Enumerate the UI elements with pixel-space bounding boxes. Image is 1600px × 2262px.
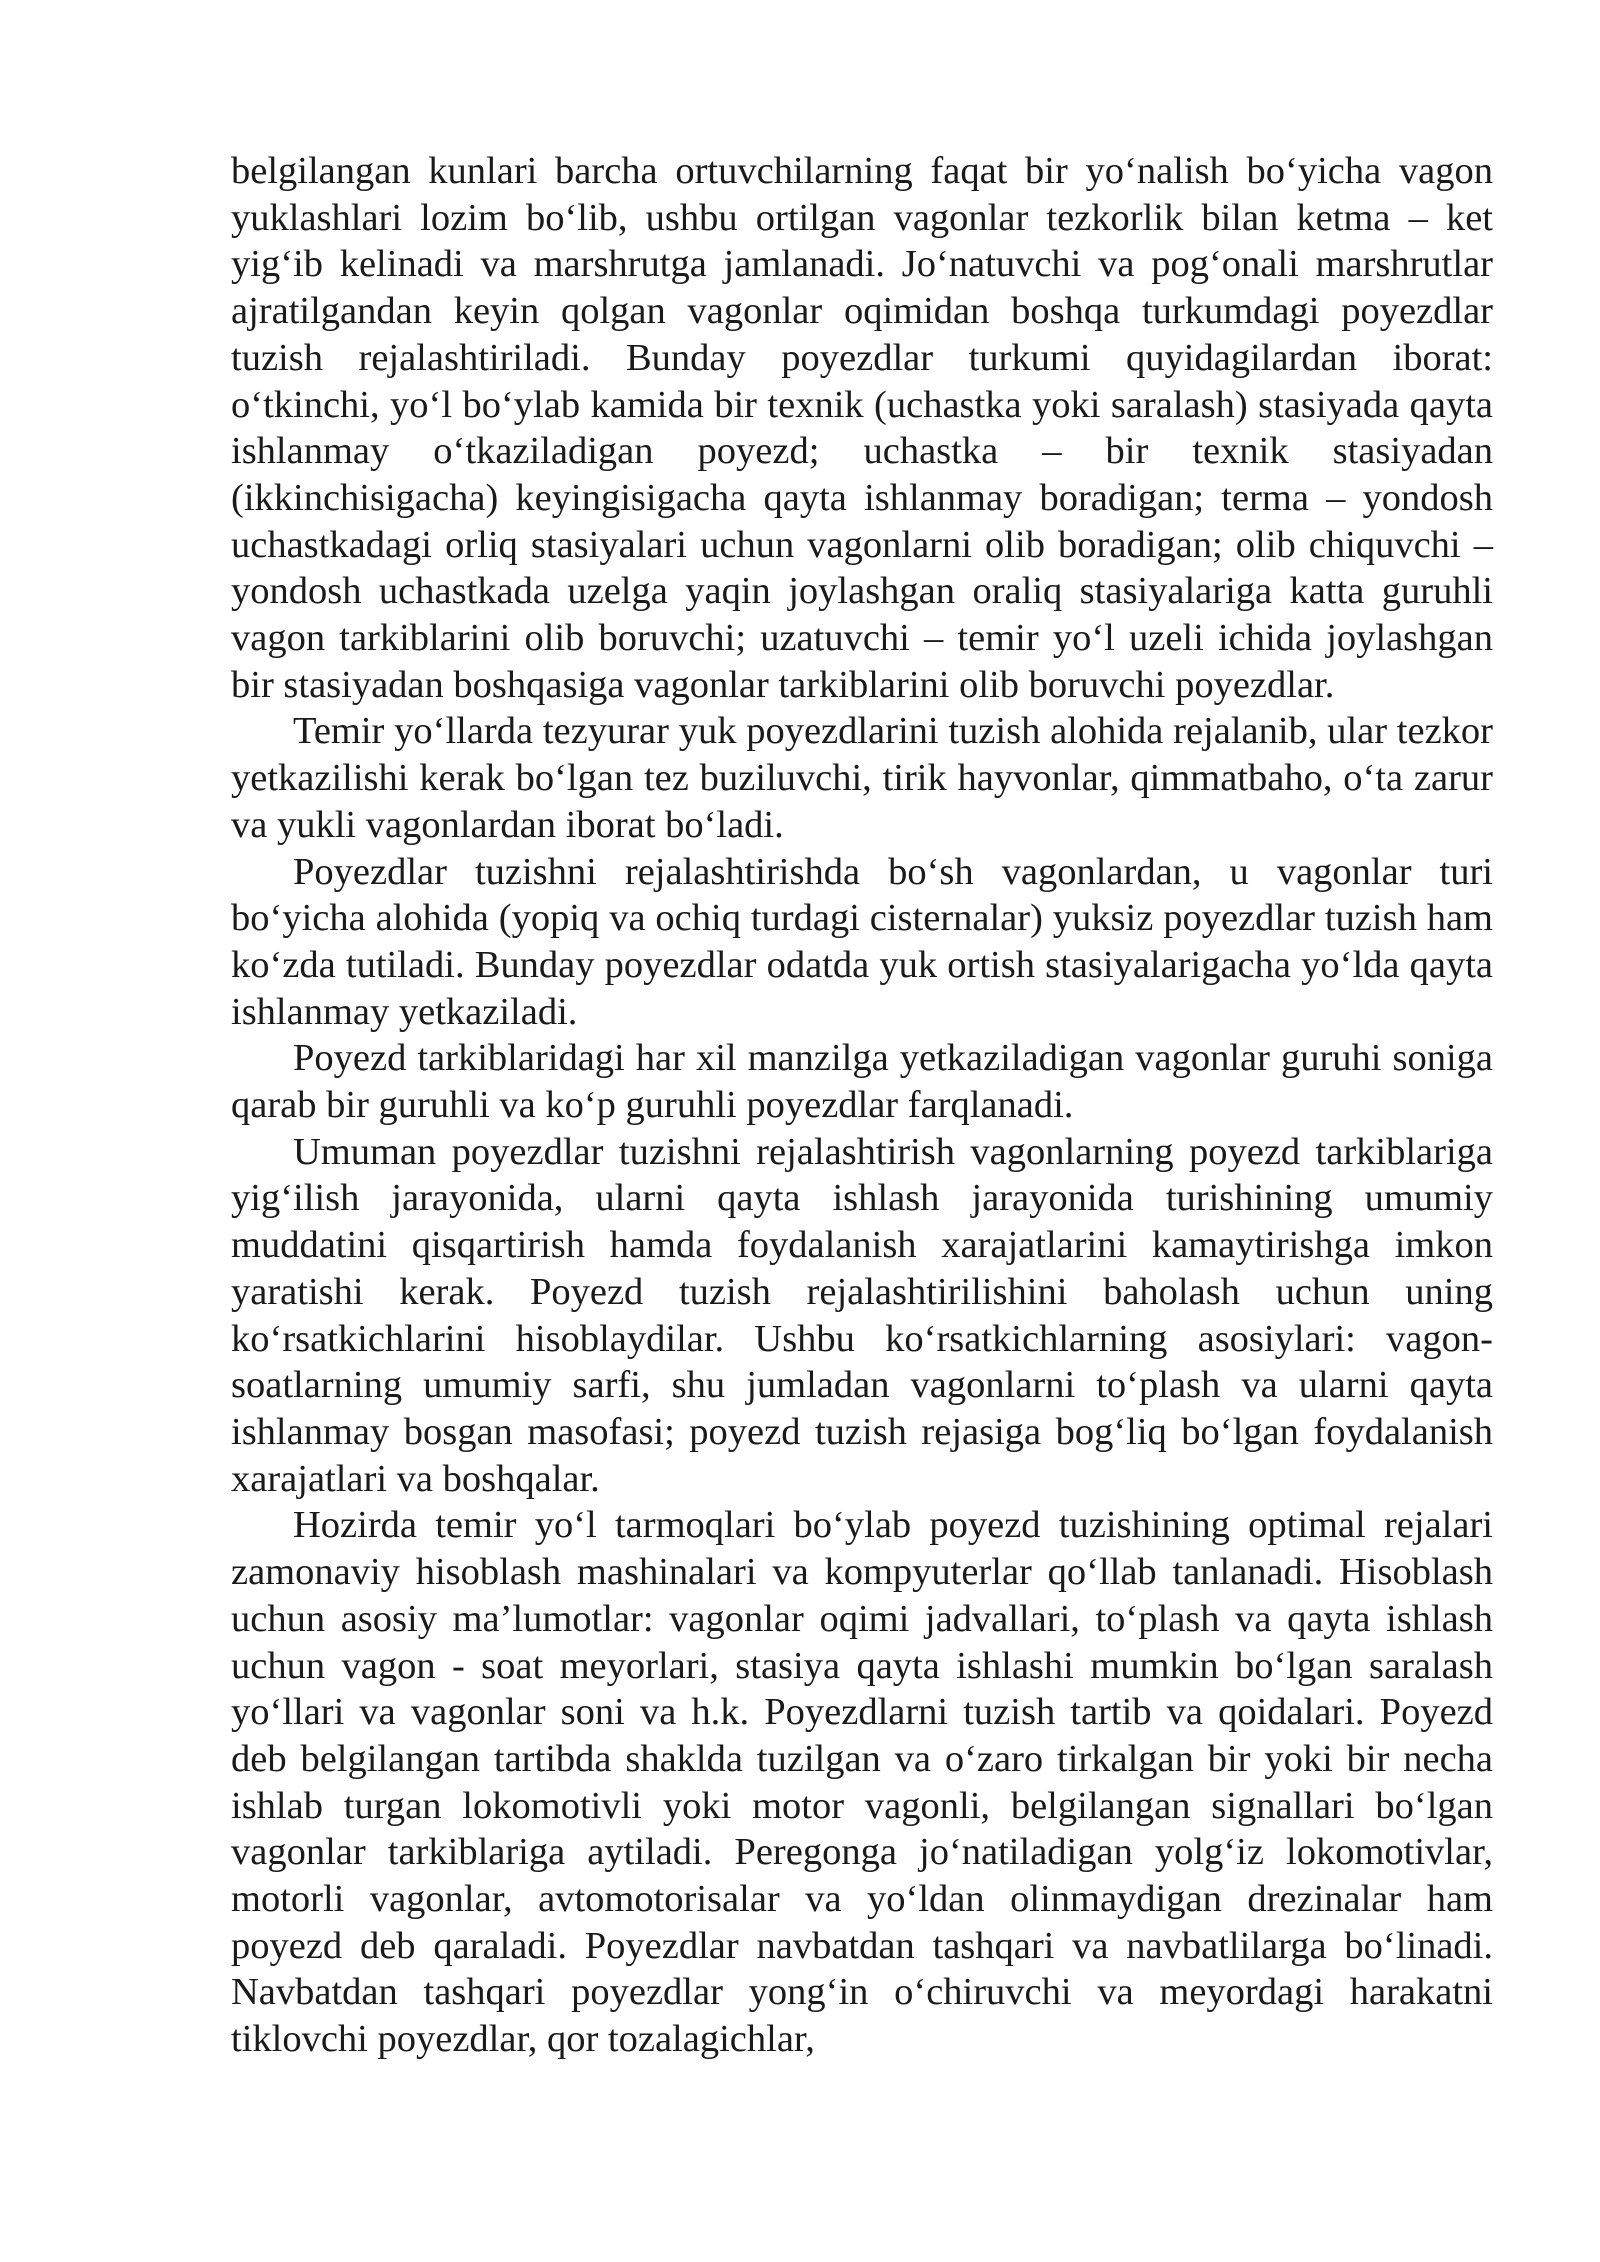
paragraph-2: Temir yo‘llarda tezyurar yuk poyezdlarini tuzish alohida rejalanib, ular tezkor yetkazilishi kerak bo‘lgan tez buziluvchi, tirik hayvonlar, qimmatbaho, o‘ta zarur va yukli vagonlardan iborat bo‘ladi. xyxy=(231,710,1493,846)
paragraph-5: Umuman poyezdlar tuzishni rejalashtirish vagonlarning poyezd tarkiblariga yig‘ilish jarayonida, ularni qayta ishlash jarayonida turishining umumiy muddatini qisqartirish hamda foydalanish xarajatlarini kamaytirishga imkon yaratishi kerak. Poyezd tuzish rejalashtirilishini baholash uchun uning ko‘rsatkichlarini hisoblaydilar. Ushbu ko‘rsatkichlarning asosiylari: vagon-soatlarning umumiy sarfi, shu jumladan vagonlarni to‘plash va ularni qayta ishlanmay bosgan masofasi; poyezd tuzish rejasiga bog‘liq bo‘lgan foydalanish xarajatlari va boshqalar. xyxy=(231,1130,1493,1500)
paragraph-4: Poyezd tarkiblaridagi har xil manzilga yetkaziladigan vagonlar guruhi soniga qarab bir guruhli va ko‘p guruhli poyezdlar farqlanadi. xyxy=(231,1037,1493,1127)
document-page xyxy=(231,148,1493,2063)
paragraph-1: belgilangan kunlari barcha ortuvchilarning faqat bir yo‘nalish bo‘yicha vagon yuklashlari lozim bo‘lib, ushbu ortilgan vagonlar tezkorlik bilan ketma – ket yig‘ib kelinadi va marshrutga jamlanadi. Jo‘natuvchi va pog‘onali marshrutlar ajratilgandan keyin qolgan vagonlar oqimidan boshqa turkumdagi poyezdlar tuzish rejalashtiriladi. Bunday poyezdlar turkumi quyidagilardan iborat: o‘tkinchi, yo‘l bo‘ylab kamida bir texnik (uchastka yoki saralash) stasiyada qayta ishlanmay o‘tkaziladigan poyezd; uchastka – bir texnik stasiyadan (ikkinchisigacha) keyingisigacha qayta ishlanmay boradigan; terma – yondosh uchastkadagi orliq stasiyalari uchun vagonlarni olib boradigan; olib chiquvchi – yondosh uchastkada uzelga yaqin joylashgan oraliq stasiyalariga katta guruhli vagon tarkiblarini olib boruvchi; uzatuvchi – temir yo‘l uzeli ichida joylashgan bir stasiyadan boshqasiga vagonlar tarkiblarini olib boruvchi poyezdlar. xyxy=(231,150,1493,706)
paragraph-6: Hozirda temir yo‘l tarmoqlari bo‘ylab poyezd tuzishining optimal rejalari zamonaviy hisoblash mashinalari va kompyuterlar qo‘llab tanlanadi. Hisoblash uchun asosiy ma’lumotlar: vagonlar oqimi jadvallari, to‘plash va qayta ishlash uchun vagon - soat meyorlari, stasiya qayta ishlashi mumkin bo‘lgan saralash yo‘llari va vagonlar soni va h.k. Poyezdlarni tuzish tartib va qoidalari. Poyezd deb belgilangan tartibda shaklda tuzilgan va o‘zaro tirkalgan bir yoki bir necha ishlab turgan lokomotivli yoki motor vagonli, belgilangan signallari bo‘lgan vagonlar tarkiblariga aytiladi. Peregonga jo‘natiladigan yolg‘iz lokomotivlar, motorli vagonlar, avtomotorisalar va yo‘ldan olinmaydigan drezinalar ham poyezd deb qaraladi. Poyezdlar navbatdan tashqari va navbatlilarga bo‘linadi. Navbatdan tashqari poyezdlar yong‘in o‘chiruvchi va meyordagi harakatni tiklovchi poyezdlar, qor tozalagichlar, xyxy=(231,1504,1493,2061)
paragraph-3: Poyezdlar tuzishni rejalashtirishda bo‘sh vagonlardan, u vagonlar turi bo‘yicha alohida (yopiq va ochiq turdagi cisternalar) yuksiz poyezdlar tuzish ham ko‘zda tutiladi. Bunday poyezdlar odatda yuk ortish stasiyalarigacha yo‘lda qayta ishlanmay yetkaziladi. xyxy=(231,850,1493,1033)
